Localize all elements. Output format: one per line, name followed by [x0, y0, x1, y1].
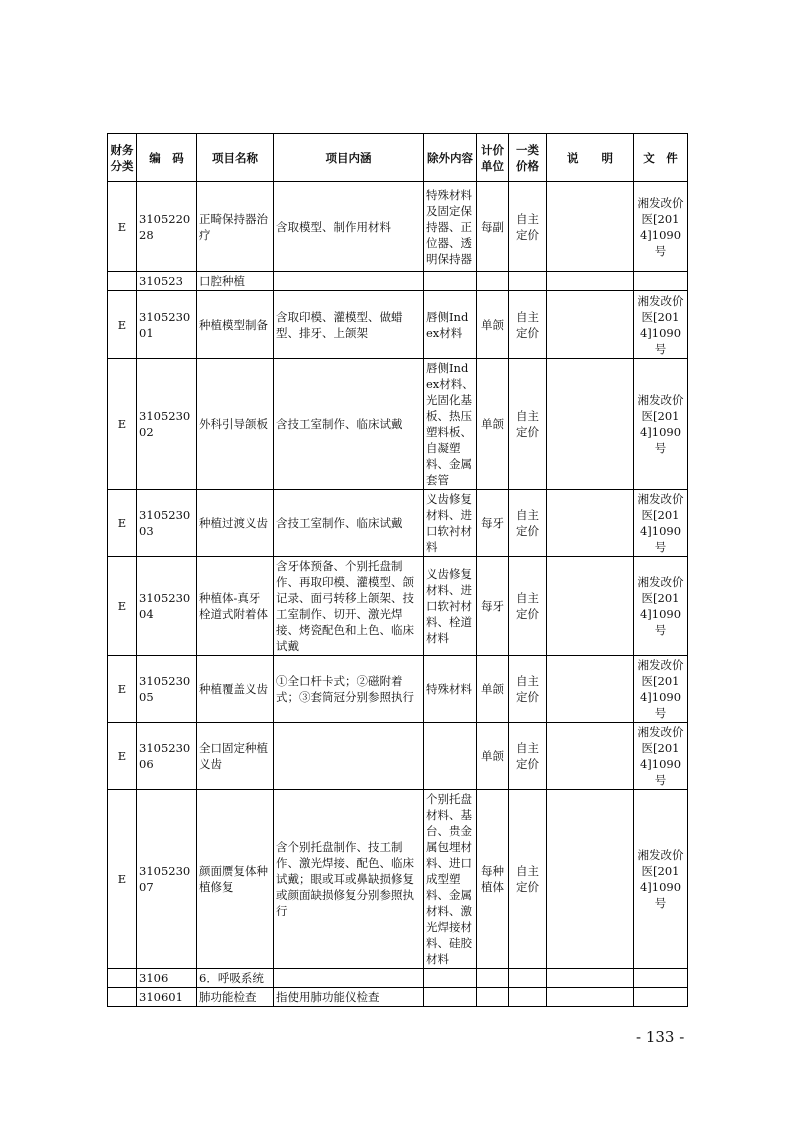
content-cell — [274, 272, 424, 291]
note-cell — [547, 182, 634, 272]
header-cell: 项目名称 — [197, 134, 274, 182]
excl-cell: 义齿修复材料、进口软衬材料 — [424, 490, 477, 557]
unit-cell — [477, 969, 509, 988]
page-number: - 133 - — [636, 1028, 685, 1046]
code-cell: 310523004 — [137, 557, 197, 656]
excl-cell — [424, 723, 477, 790]
note-cell — [547, 656, 634, 723]
note-cell — [547, 969, 634, 988]
name-cell: 种植过渡义齿 — [197, 490, 274, 557]
excl-cell — [424, 272, 477, 291]
code-cell: 310523006 — [137, 723, 197, 790]
unit-cell: 单颌 — [477, 291, 509, 359]
note-cell — [547, 291, 634, 359]
file-cell: 湘发改价医[2014]1090号 — [634, 723, 688, 790]
header-row — [108, 134, 688, 182]
unit-cell: 单颌 — [477, 656, 509, 723]
price-cell: 自主定价 — [509, 359, 547, 490]
content-cell — [274, 969, 424, 988]
code-cell: 310601 — [137, 988, 197, 1007]
header-cell: 财务分类 — [108, 134, 137, 182]
file-cell — [634, 969, 688, 988]
price-cell: 自主定价 — [509, 182, 547, 272]
unit-cell: 单颌 — [477, 359, 509, 490]
price-cell: 自主定价 — [509, 291, 547, 359]
file-cell: 湘发改价医[2014]1090号 — [634, 490, 688, 557]
table-row — [108, 557, 688, 656]
code-cell: 310523001 — [137, 291, 197, 359]
content-cell: 含技工室制作、临床试戴 — [274, 490, 424, 557]
note-cell — [547, 557, 634, 656]
file-cell — [634, 272, 688, 291]
code-cell: 310523005 — [137, 656, 197, 723]
table-row — [108, 723, 688, 790]
code-cell: 3106 — [137, 969, 197, 988]
excl-cell: 个别托盘材料、基台、贵金属包埋材料、进口成型塑料、金属材料、激光焊接材料、硅胶材料 — [424, 790, 477, 969]
code-cell: 310522028 — [137, 182, 197, 272]
table-row — [108, 291, 688, 359]
unit-cell: 每牙 — [477, 557, 509, 656]
excl-cell: 特殊材料 — [424, 656, 477, 723]
cat-cell: E — [108, 723, 137, 790]
code-cell: 310523 — [137, 272, 197, 291]
excl-cell: 唇侧Index材料 — [424, 291, 477, 359]
price-cell: 自主定价 — [509, 723, 547, 790]
price-cell: 自主定价 — [509, 557, 547, 656]
file-cell — [634, 988, 688, 1007]
cat-cell — [108, 969, 137, 988]
content-cell: 含牙体预备、个别托盘制作、再取印模、灌模型、颌记录、面弓转移上颌架、技工室制作、切开、激光焊接、烤瓷配色和上色、临床试戴 — [274, 557, 424, 656]
code-cell: 310523007 — [137, 790, 197, 969]
price-cell — [509, 272, 547, 291]
name-cell: 6．呼吸系统 — [197, 969, 274, 988]
cat-cell: E — [108, 557, 137, 656]
cat-cell: E — [108, 656, 137, 723]
cat-cell: E — [108, 790, 137, 969]
header-cell: 计价单位 — [477, 134, 509, 182]
name-cell: 颜面赝复体种植修复 — [197, 790, 274, 969]
file-cell: 湘发改价医[2014]1090号 — [634, 656, 688, 723]
table-row — [108, 790, 688, 969]
content-cell — [274, 723, 424, 790]
table-row — [108, 182, 688, 272]
name-cell: 外科引导颌板 — [197, 359, 274, 490]
cat-cell: E — [108, 359, 137, 490]
content-cell: 指使用肺功能仪检查 — [274, 988, 424, 1007]
table-row — [108, 656, 688, 723]
file-cell: 湘发改价医[2014]1090号 — [634, 291, 688, 359]
table-row — [108, 272, 688, 291]
price-cell: 自主定价 — [509, 656, 547, 723]
name-cell: 全口固定种植义齿 — [197, 723, 274, 790]
price-table — [107, 133, 688, 1007]
header-cell: 说 明 — [547, 134, 634, 182]
note-cell — [547, 723, 634, 790]
name-cell: 口腔种植 — [197, 272, 274, 291]
content-cell: 含个别托盘制作、技工制作、激光焊接、配色、临床试戴；眼或耳或鼻缺损修复或颜面缺损修复分别参照执行 — [274, 790, 424, 969]
price-cell: 自主定价 — [509, 790, 547, 969]
table-row — [108, 988, 688, 1007]
unit-cell: 每副 — [477, 182, 509, 272]
header-cell: 一类价格 — [509, 134, 547, 182]
content-cell: 含技工室制作、临床试戴 — [274, 359, 424, 490]
unit-cell: 每种植体 — [477, 790, 509, 969]
unit-cell — [477, 272, 509, 291]
note-cell — [547, 490, 634, 557]
code-cell: 310523003 — [137, 490, 197, 557]
price-cell — [509, 988, 547, 1007]
note-cell — [547, 272, 634, 291]
file-cell: 湘发改价医[2014]1090号 — [634, 182, 688, 272]
price-cell — [509, 969, 547, 988]
header-cell: 除外内容 — [424, 134, 477, 182]
excl-cell: 特殊材料及固定保持器、正位器、透明保持器 — [424, 182, 477, 272]
name-cell: 肺功能检查 — [197, 988, 274, 1007]
table-row — [108, 969, 688, 988]
excl-cell: 唇侧Index材料、光固化基板、热压塑料板、自凝塑料、金属套管 — [424, 359, 477, 490]
note-cell — [547, 988, 634, 1007]
name-cell: 种植覆盖义齿 — [197, 656, 274, 723]
excl-cell — [424, 988, 477, 1007]
table-row — [108, 490, 688, 557]
header-cell: 编 码 — [137, 134, 197, 182]
name-cell: 正畸保持器治疗 — [197, 182, 274, 272]
note-cell — [547, 790, 634, 969]
excl-cell — [424, 969, 477, 988]
header-cell: 文 件 — [634, 134, 688, 182]
table-row — [108, 359, 688, 490]
file-cell: 湘发改价医[2014]1090号 — [634, 557, 688, 656]
header-cell: 项目内涵 — [274, 134, 424, 182]
name-cell: 种植模型制备 — [197, 291, 274, 359]
name-cell: 种植体-真牙栓道式附着体 — [197, 557, 274, 656]
cat-cell — [108, 272, 137, 291]
content-cell: 含取模型、制作用材料 — [274, 182, 424, 272]
file-cell: 湘发改价医[2014]1090号 — [634, 790, 688, 969]
price-cell: 自主定价 — [509, 490, 547, 557]
file-cell: 湘发改价医[2014]1090号 — [634, 359, 688, 490]
cat-cell: E — [108, 291, 137, 359]
excl-cell: 义齿修复材料、进口软衬材料、栓道材料 — [424, 557, 477, 656]
cat-cell: E — [108, 490, 137, 557]
code-cell: 310523002 — [137, 359, 197, 490]
cat-cell: E — [108, 182, 137, 272]
unit-cell — [477, 988, 509, 1007]
note-cell — [547, 359, 634, 490]
cat-cell — [108, 988, 137, 1007]
content-cell: 含取印模、灌模型、做蜡型、排牙、上颌架 — [274, 291, 424, 359]
unit-cell: 每牙 — [477, 490, 509, 557]
content-cell: ①全口杆卡式；②磁附着式；③套筒冠分别参照执行 — [274, 656, 424, 723]
unit-cell: 单颌 — [477, 723, 509, 790]
